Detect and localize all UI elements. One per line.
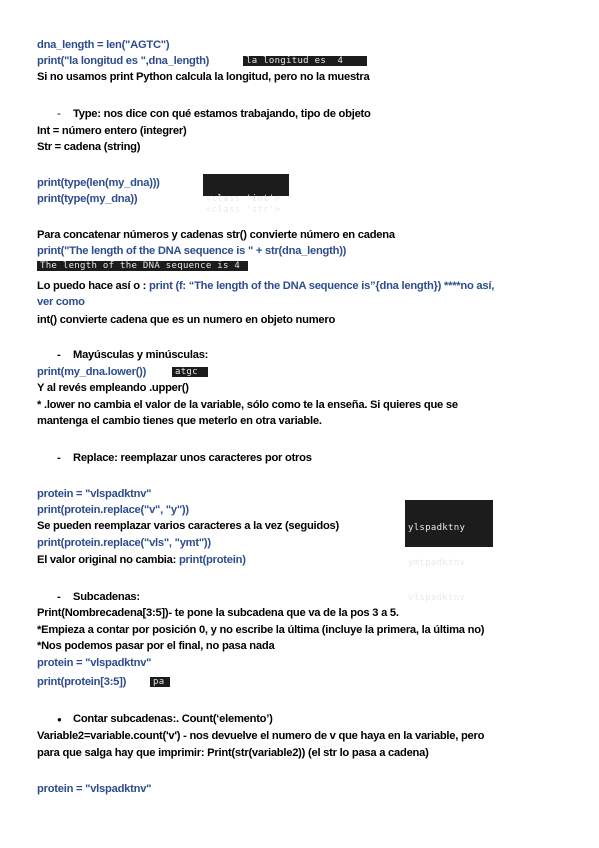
fstring-line: Lo puedo hace así o : print (f: “The length of the DNA sequence is”{dna length}) ****no así,: [37, 280, 495, 292]
code-protein-3: protein = "vlspadktnv": [37, 783, 152, 795]
case-heading: - Mayúsculas y minúsculas:: [37, 348, 208, 363]
substring-note-1: Print(Nombrecadena[3:5])- te pone la subcadena que va de la pos 3 a 5.: [37, 607, 399, 619]
code-type-len: print(type(len(my_dna))): [37, 177, 160, 189]
dash-marker: -: [57, 452, 61, 464]
code-lower: print(my_dna.lower()): [37, 366, 147, 378]
code-replace-v: print(protein.replace("v", "y")): [37, 504, 189, 516]
original-unchanged-line: El valor original no cambia: print(protein): [37, 554, 246, 566]
code-line-len: dna_length = len("AGTC"): [37, 39, 170, 51]
code-slice: print(protein[3:5]): [37, 676, 127, 688]
int-convert-note: int() convierte cadena que es un numero en objeto numero: [37, 314, 336, 326]
concat-note: Para concatenar números y cadenas str() convierte número en cadena: [37, 229, 395, 241]
code-concat: print("The length of the DNA sequence is " + str(dna_length)): [37, 245, 347, 257]
code-protein-2: protein = "vlspadktnv": [37, 657, 152, 669]
output-longitud: la longitud es 4: [243, 56, 367, 66]
fstring-continued: ver como: [37, 296, 85, 308]
code-line-print-length: print("la longitud es ",dna_length): [37, 55, 210, 67]
lower-note-1: * .lower no cambia el valor de la variable, sólo como te la enseña. Si quieres que se: [37, 399, 458, 411]
note-print: Si no usamos print Python calcula la longitud, pero no la muestra: [37, 71, 370, 83]
count-heading: ● Contar subcadenas:. Count(‘elemento’): [37, 712, 273, 727]
output-class-types: <class 'int'> <class 'str'>: [203, 174, 289, 196]
type-heading: - Type: nos dice con qué estamos trabajando, tipo de objeto: [37, 107, 371, 122]
code-protein: protein = "vlspadktnv": [37, 488, 152, 500]
output-lower: atgc: [172, 367, 208, 377]
substring-heading: - Subcadenas:: [37, 590, 140, 605]
output-slice: pa: [150, 677, 170, 687]
upper-note: Y al revés empleando .upper(): [37, 382, 189, 394]
substring-note-3: *Nos podemos pasar por el final, no pasa nada: [37, 640, 275, 652]
str-line: Str = cadena (string): [37, 141, 141, 153]
dash-marker: -: [57, 349, 61, 361]
output-replace: ylspadktny ymtpadktnv vlspadktnv: [405, 500, 493, 547]
output-concat: The length of the DNA sequence is 4: [37, 261, 248, 271]
substring-note-2: *Empieza a contar por posición 0, y no escribe la última (incluye la primera, la última no): [37, 624, 485, 636]
replace-note: Se pueden reemplazar varios caracteres a la vez (seguidos): [37, 520, 340, 532]
count-note-2: para que salga hay que imprimir: Print(str(variable2)) (el str lo pasa a cadena): [37, 747, 429, 759]
dash-marker: -: [57, 108, 61, 120]
code-type-dna: print(type(my_dna)): [37, 193, 138, 205]
lower-note-2: mantenga el cambio tienes que meterlo en otra variable.: [37, 415, 322, 427]
code-replace-vls: print(protein.replace("vls", "ymt")): [37, 537, 211, 549]
replace-heading: - Replace: reemplazar unos caracteres por otros: [37, 451, 312, 466]
bullet-marker: ●: [57, 715, 62, 724]
int-line: Int = número entero (integrer): [37, 125, 187, 137]
dash-marker: -: [57, 591, 61, 603]
count-note-1: Variable2=variable.count('v') - nos devuelve el numero de v que haya en la variable, pero: [37, 730, 485, 742]
